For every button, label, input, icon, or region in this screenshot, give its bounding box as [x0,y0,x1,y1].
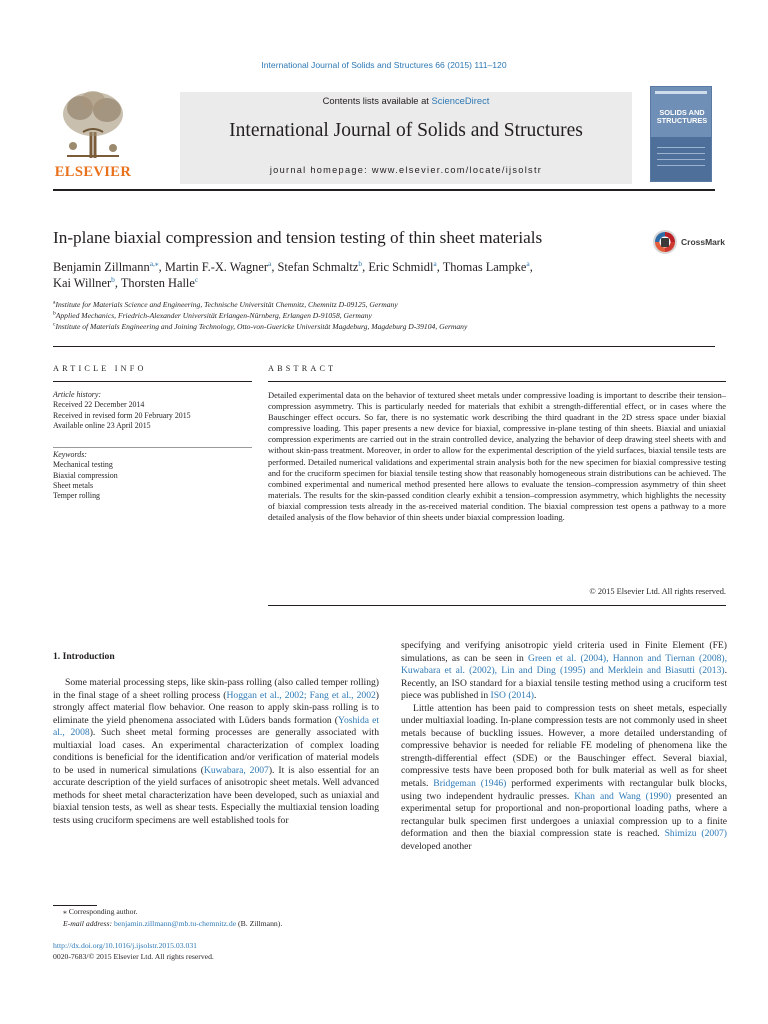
intro-paragraph-1-continued [401,640,727,703]
cover-title-line1: SOLIDS AND [659,108,705,117]
email-label: E-mail address: [63,919,114,928]
citation-link[interactable]: Green et al. (2004), Hannon and Tiernan (2008), Kuwabara et al. (2002), Lin and Ding (1995) and Merklein and Biasutti (2013) [401,652,728,677]
author-separator: , [271,260,278,274]
author-separator: , [436,260,443,274]
body-text: Little attention has been paid to compression tests on sheet metals, especially under multiaxial loading. In-plane compression tests are not commonly used in sheet metals because of buckling issues. However, a more detailed understanding of compressive behavior is needed for reliable FE modeling of phenomena like the strength-differential effect (SDE) or the Bauschinger effect. Several biaxial, compressive tests have been proposed both for bulk material as well as for sheet metals. [401,702,727,790]
citation-link[interactable]: Khan and Wang (1990) [574,790,672,802]
author-affiliation-sup[interactable]: b [111,274,115,284]
article-history [53,390,253,431]
author-name: Stefan Schmaltz [277,260,359,274]
author-name: Thomas Lampke [442,260,527,274]
affiliation-marker: b [53,310,56,317]
history-label: Article history: [53,390,101,399]
author-separator: , [158,260,165,274]
affiliation-text: Applied Mechanics, Friedrich-Alexander Universität Erlangen-Nürnberg, Erlangen D-91058, Germany [55,311,372,320]
affiliation-a [53,300,398,309]
author-affiliation-sup[interactable]: a,⁎ [149,258,159,268]
body-column-left [53,677,379,828]
body-text: ). It is also essential for an accurate description of the yield surfaces of anisotropic sheet metals. Well advanced methods for sheet metal characterization have been developed, such as uniaxial and biaxial tension tests, as well as shear tests. Especially the multiaxial tension loading tests using cruciform specimens are well established tools for [53,764,379,827]
keyword-item: Sheet metals [53,480,94,490]
cover-title-line2: STRUCTURES [656,115,708,125]
keyword-item: Mechanical testing [53,460,113,470]
author-affiliation-sup[interactable]: a [433,258,437,268]
author-name: Martin F.-X. Wagner [164,260,268,274]
intro-paragraph-1 [53,677,379,828]
journal-cover-thumbnail[interactable] [650,86,712,182]
author-affiliation-sup[interactable]: c [194,274,199,284]
author-email-link[interactable]: benjamin.zillmann@mb.tu-chemnitz.de [113,919,237,928]
affiliation-marker: c [53,321,56,328]
author-affiliation-sup[interactable]: a [526,258,530,268]
article-info-rule [53,381,252,382]
front-matter-divider [53,346,715,347]
body-text: . Recently, an ISO standard for a biaxial tensile testing method using a cruciform test piece was published in [401,665,727,702]
affiliation-b [53,311,372,320]
history-received: Received 22 December 2014 [53,400,145,410]
author-list-line2 [53,276,198,291]
body-text: Some material processing steps, like skin-pass rolling (also called temper rolling) in the final stage of a sheet rolling process ( [53,677,379,701]
body-text: performed experiments with rectangular bulk blocks, using two independent hydraulic presses. [401,778,727,802]
author-name: Thorsten Halle [120,276,195,290]
body-text: . [533,690,537,702]
citation-link[interactable]: Bridgeman (1946) [433,778,507,790]
section-heading-introduction: 1. Introduction [53,651,115,662]
citation-link[interactable]: ISO (2014) [490,690,534,702]
body-text: ). Such sheet metal forming processes are generally associated with multiaxial load cases. An experimental characterization of complex loading conditions is beneficial for the identification and/or verification of material models to be used in numerical simulations ( [53,727,379,776]
author-separator: , [362,260,369,274]
keyword-item: Temper rolling [53,491,100,501]
abstract-bottom-rule [268,605,726,606]
citation-link[interactable]: Hoggan et al., 2002; Fang et al., 2002 [226,689,376,701]
sciencedirect-link[interactable]: ScienceDirect [431,95,490,106]
doi-link[interactable]: http://dx.doi.org/10.1016/j.ijsolstr.2015.03.031 [53,941,198,950]
corresponding-author-note: ⁎ Corresponding author. [63,907,138,916]
history-revised: Received in revised form 20 February 2015 [53,410,191,420]
journal-title: International Journal of Solids and Structures [229,120,583,141]
affiliation-text: Institute for Materials Science and Engineering, Technische Universität Chemnitz, Chemnitz D-09125, Germany [55,300,398,309]
elsevier-wordmark[interactable]: ELSEVIER [54,164,132,180]
abstract-heading: ABSTRACT [268,364,337,373]
journal-homepage[interactable]: journal homepage: www.elsevier.com/locate/ijsolstr [269,165,543,175]
email-footnote [63,919,282,928]
contents-available-line [180,95,632,106]
body-column-right [401,640,727,853]
author-name: Kai Willner [53,276,112,290]
keywords-label: Keywords: [53,450,87,459]
body-text: presented an experimental setup for proportional and non-proportional loading paths, where a rectangular bulk specimen first undergoes a uniaxial compression up to a finite deformation and then the biaxial compression state is reached. [401,790,727,840]
author-name: Eric Schmidl [368,260,434,274]
author-affiliation-sup[interactable]: a [267,258,272,268]
crossmark-icon[interactable] [652,229,678,255]
citation-link[interactable]: Shimizu (2007) [664,828,727,840]
author-list-line1 [53,260,533,275]
citation-link[interactable]: Kuwabara, 2007 [203,764,269,776]
journal-reference[interactable]: International Journal of Solids and Structures 66 (2015) 111–120 [261,60,507,70]
history-online: Available online 23 April 2015 [53,420,151,430]
citation-link[interactable]: Yoshida et al., 2008 [53,714,379,739]
issn-copyright: 0020-7683/© 2015 Elsevier Ltd. All rights reserved. [53,952,214,961]
body-text: ) strongly affect material flow behavior. One reason to apply skin-pass rolling is to eliminate the yield phenomena associated with Lüders bands formation ( [53,689,379,726]
abstract-rule [268,381,726,382]
affiliation-text: Institute of Materials Engineering and Joining Technology, Otto-von-Guericke Universität Magdeburg, Magdeburg D-39104, Germany [55,322,468,331]
paper-title: In-plane biaxial compression and tension testing of thin sheet materials [53,228,543,247]
crossmark-label[interactable]: CrossMark [681,237,725,247]
keywords-rule [53,447,252,448]
author-name: Benjamin Zillmann [53,260,150,274]
footnote-rule [53,905,97,906]
affiliation-marker: a [53,299,56,306]
body-text: specifying and verifying anisotropic yield criteria used in Finite Element (FE) simulations, as can be seen in [401,640,727,664]
abstract-copyright: © 2015 Elsevier Ltd. All rights reserved. [589,587,726,596]
article-info-heading: ARTICLE INFO [53,364,147,373]
author-separator: , [114,276,121,290]
contents-prefix: Contents lists available at [322,95,432,106]
author-separator: , [529,260,533,274]
affiliation-c [53,322,467,331]
keyword-item: Biaxial compression [53,470,118,480]
intro-paragraph-2 [401,703,727,854]
email-suffix: (B. Zillmann). [236,919,283,928]
body-text: developed another [401,840,472,852]
keywords-block [53,450,253,501]
header-divider [53,189,715,191]
abstract-text: Detailed experimental data on the behavior of textured sheet metals under compressive loading is important to describe their tension–compression asymmetry. This is particularly needed for materials that exhibit a strength-differential effect, or in cases where the Bauschinger effect occurs. So far, there is no systematic work describing the third quadrant in the 2D stress space under biaxial compressive loading. This paper presents a new device for biaxial, compressive in-plane testing of thin sheets. Biaxial and uniaxial compression experiments are carried out in the strain controlled device, analyzing the behavior of deep drawing steel sheets with and without skin-pass treatment. Moreover, in order to allow for the experimental description of the yield surfaces, biaxial tensile tests are performed. Detailed numerical validations and experimental strain analysis both for the new specimen for biaxial compressive testing and for the cruciform specimen for biaxial tensile testing show that reasonably homogeneous strain distributions can be achieved. The combined experimental and numerical method presented here allows to evaluate the tension–compression asymmetry of thin sheet materials. The results for the skin-passed condition clearly exhibit a tension–compression asymmetry, which highlights the necessity of biaxial compression tests already in the as-received material condition. The biaxial compression test opens a pathway to a more detailed analysis of the flow behavior of thin sheets under biaxial compression loading. [268,390,726,523]
author-affiliation-sup[interactable]: b [358,258,363,268]
